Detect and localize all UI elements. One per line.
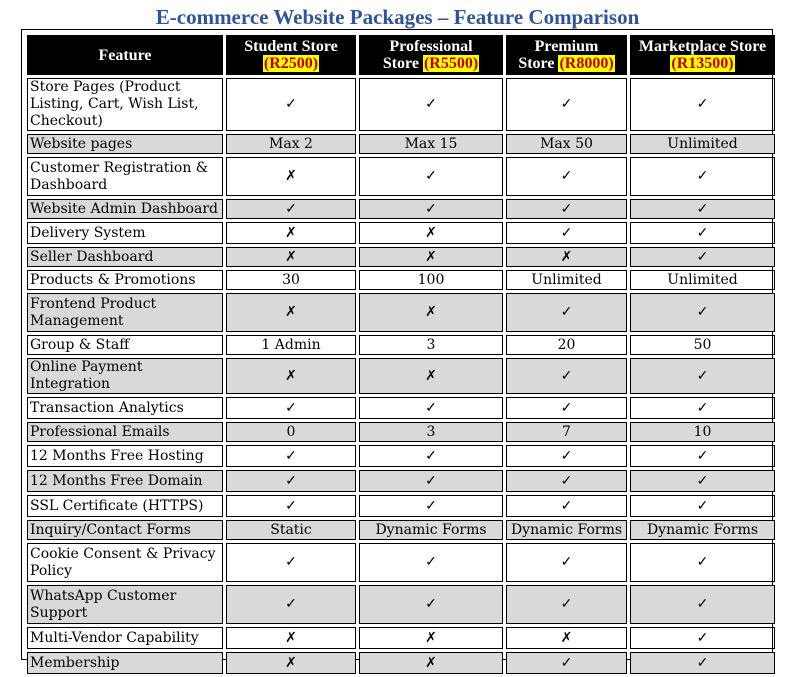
value-cell: 0 [226, 422, 356, 442]
table-row [27, 157, 775, 196]
value-cell: ✓ [226, 495, 356, 517]
header-row [27, 35, 775, 75]
value-cell: ✓ [630, 157, 775, 196]
value-cell: ✗ [226, 157, 356, 196]
table-row [27, 247, 775, 267]
table-row [27, 293, 775, 332]
value-cell: ✗ [506, 627, 627, 649]
value-cell: ✓ [506, 199, 627, 219]
feature-cell: Professional Emails [27, 422, 223, 442]
value-cell: ✓ [506, 543, 627, 582]
feature-cell: WhatsApp Customer Support [27, 585, 223, 624]
value-cell: ✗ [226, 652, 356, 674]
header-premium-store [506, 35, 627, 75]
value-cell: ✓ [226, 470, 356, 492]
package-price: (R5500) [423, 55, 479, 72]
table-row [27, 520, 775, 540]
value-cell: 100 [359, 270, 503, 290]
package-price: (R2500) [263, 55, 319, 72]
value-cell: ✓ [506, 397, 627, 419]
table-row [27, 335, 775, 355]
value-cell: ✓ [359, 397, 503, 419]
feature-cell: Website Admin Dashboard [27, 199, 223, 219]
table-row [27, 543, 775, 582]
value-cell: ✗ [359, 627, 503, 649]
value-cell: 30 [226, 270, 356, 290]
value-cell: ✓ [506, 470, 627, 492]
value-cell: ✓ [630, 495, 775, 517]
value-cell: ✓ [630, 627, 775, 649]
value-cell: ✓ [359, 199, 503, 219]
feature-cell: 12 Months Free Hosting [27, 445, 223, 467]
feature-cell: Transaction Analytics [27, 397, 223, 419]
value-cell: ✓ [506, 157, 627, 196]
value-cell: ✓ [359, 585, 503, 624]
header-feature: Feature [27, 35, 223, 75]
value-cell: Max 15 [359, 134, 503, 154]
feature-cell: Store Pages (Product Listing, Cart, Wish List, Checkout) [27, 78, 223, 131]
feature-cell: Website pages [27, 134, 223, 154]
package-name: Student Store [244, 38, 338, 55]
feature-cell: Delivery System [27, 222, 223, 244]
value-cell: 1 Admin [226, 335, 356, 355]
table-row [27, 78, 775, 131]
value-cell: ✗ [359, 222, 503, 244]
value-cell: ✗ [359, 652, 503, 674]
value-cell: ✓ [506, 293, 627, 332]
value-cell: Static [226, 520, 356, 540]
value-cell: 20 [506, 335, 627, 355]
value-cell: ✓ [506, 222, 627, 244]
package-name-line2: Store [382, 55, 419, 72]
value-cell: ✓ [226, 397, 356, 419]
value-cell: ✓ [226, 199, 356, 219]
value-cell: Max 50 [506, 134, 627, 154]
value-cell: 50 [630, 335, 775, 355]
package-price: (R13500) [671, 55, 734, 72]
feature-cell: Cookie Consent & Privacy Policy [27, 543, 223, 582]
value-cell: ✓ [359, 445, 503, 467]
table-row [27, 495, 775, 517]
value-cell: ✗ [226, 293, 356, 332]
value-cell: ✓ [630, 543, 775, 582]
feature-cell: Membership [27, 652, 223, 674]
value-cell: ✓ [506, 652, 627, 674]
value-cell: 10 [630, 422, 775, 442]
table-row [27, 585, 775, 624]
value-cell: ✓ [359, 78, 503, 131]
value-cell: Unlimited [630, 270, 775, 290]
value-cell: ✗ [359, 293, 503, 332]
value-cell: ✓ [506, 445, 627, 467]
value-cell: ✗ [226, 358, 356, 394]
table-row [27, 422, 775, 442]
page-title: E-commerce Website Packages – Feature Comparison [155, 5, 640, 29]
value-cell: Unlimited [630, 134, 775, 154]
value-cell: Dynamic Forms [630, 520, 775, 540]
value-cell: ✓ [226, 445, 356, 467]
value-cell: 7 [506, 422, 627, 442]
value-cell: ✓ [359, 495, 503, 517]
value-cell: ✓ [630, 222, 775, 244]
feature-cell: Frontend Product Management [27, 293, 223, 332]
header-marketplace-store [630, 35, 775, 75]
feature-cell: Seller Dashboard [27, 247, 223, 267]
value-cell: ✓ [630, 652, 775, 674]
table-row [27, 199, 775, 219]
feature-cell: Online Payment Integration [27, 358, 223, 394]
feature-cell: Customer Registration & Dashboard [27, 157, 223, 196]
value-cell: ✗ [359, 247, 503, 267]
value-cell: Dynamic Forms [506, 520, 627, 540]
value-cell: ✓ [630, 247, 775, 267]
value-cell: ✓ [506, 358, 627, 394]
table-row [27, 134, 775, 154]
value-cell: ✓ [226, 78, 356, 131]
feature-cell: Products & Promotions [27, 270, 223, 290]
table-row [27, 470, 775, 492]
table-row [27, 445, 775, 467]
value-cell: ✓ [506, 585, 627, 624]
value-cell: ✗ [226, 627, 356, 649]
package-name: Premium [534, 38, 599, 55]
feature-cell: SSL Certificate (HTTPS) [27, 495, 223, 517]
value-cell: ✗ [359, 358, 503, 394]
value-cell: ✓ [630, 358, 775, 394]
feature-cell: Inquiry/Contact Forms [27, 520, 223, 540]
value-cell: 3 [359, 422, 503, 442]
value-cell: ✓ [630, 445, 775, 467]
feature-cell: Multi-Vendor Capability [27, 627, 223, 649]
feature-cell: Group & Staff [27, 335, 223, 355]
value-cell: ✓ [226, 585, 356, 624]
value-cell: Unlimited [506, 270, 627, 290]
value-cell: ✓ [630, 470, 775, 492]
table-row [27, 358, 775, 394]
header-student-store [226, 35, 356, 75]
value-cell: ✗ [226, 247, 356, 267]
table-row [27, 397, 775, 419]
value-cell: ✓ [630, 293, 775, 332]
value-cell: 3 [359, 335, 503, 355]
value-cell: ✓ [506, 78, 627, 131]
value-cell: ✓ [359, 470, 503, 492]
table-row [27, 652, 775, 674]
package-name: Marketplace Store [638, 38, 767, 55]
package-price: (R8000) [559, 55, 614, 72]
value-cell: ✓ [630, 585, 775, 624]
value-cell: ✓ [506, 495, 627, 517]
value-cell: ✓ [630, 199, 775, 219]
value-cell: Max 2 [226, 134, 356, 154]
table-row [27, 270, 775, 290]
feature-cell: 12 Months Free Domain [27, 470, 223, 492]
value-cell: ✗ [506, 247, 627, 267]
table-row [27, 222, 775, 244]
header-professional-store [359, 35, 503, 75]
value-cell: ✓ [359, 157, 503, 196]
value-cell: Dynamic Forms [359, 520, 503, 540]
value-cell: ✓ [359, 543, 503, 582]
table-row [27, 627, 775, 649]
package-name: Professional [389, 38, 473, 55]
comparison-table [24, 32, 778, 677]
package-name-line2: Store [518, 55, 555, 72]
value-cell: ✗ [226, 222, 356, 244]
value-cell: ✓ [630, 78, 775, 131]
value-cell: ✓ [226, 543, 356, 582]
value-cell: ✓ [630, 397, 775, 419]
